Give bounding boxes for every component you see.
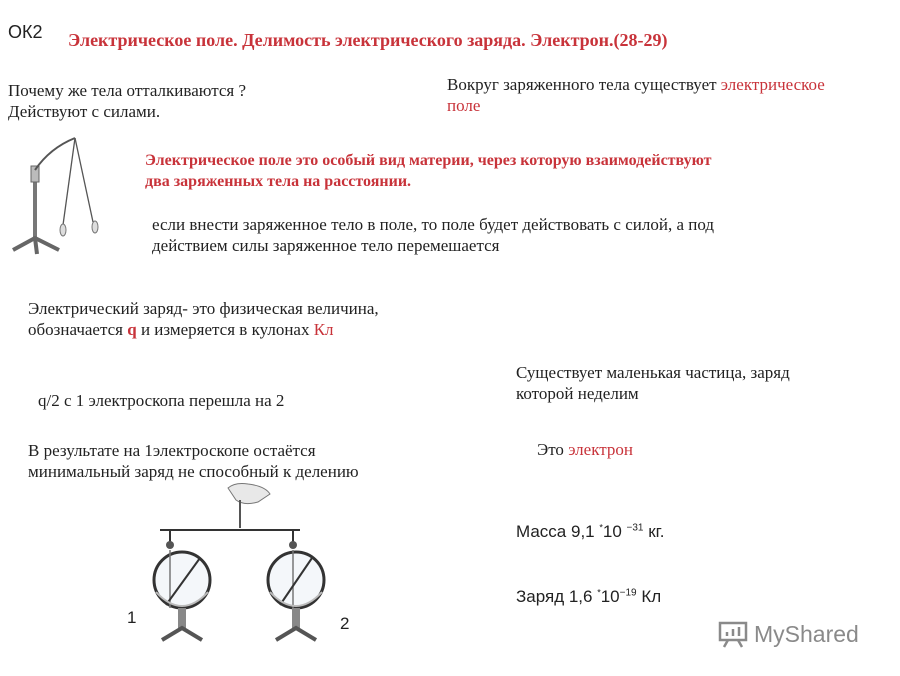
force-line-2: действием силы заряженное тело перемешается bbox=[152, 236, 500, 255]
charge-line-2-b: и измеряется в кулонах bbox=[136, 320, 310, 339]
question-text bbox=[8, 80, 246, 122]
mass-base: 10 bbox=[602, 522, 627, 541]
mass-exponent: −31 bbox=[626, 522, 644, 534]
result-text bbox=[28, 440, 359, 482]
charge-val-star: * bbox=[597, 587, 601, 598]
field-exists-plain: Вокруг заряженного тела существует bbox=[447, 75, 721, 94]
result-line-1: В результате на 1электроскопе остаётся bbox=[28, 441, 316, 460]
result-line-2: минимальный заряд не способный к делению bbox=[28, 462, 359, 481]
force-text bbox=[152, 214, 714, 256]
electron-prefix: Это bbox=[537, 440, 569, 459]
electron-text bbox=[537, 439, 633, 460]
definition-line-1: Электрическое поле это особый вид материи, через которую взаимодействуют bbox=[145, 152, 712, 169]
mass-unit: кг. bbox=[643, 522, 665, 541]
particle-line-2: которой неделим bbox=[516, 384, 639, 403]
charge-symbol: q bbox=[127, 320, 137, 339]
charge-line-2-a: обозначается bbox=[28, 320, 128, 339]
electroscope-stand-illustration bbox=[5, 130, 125, 260]
field-exists-highlight-1: электрическое bbox=[720, 75, 825, 94]
watermark bbox=[718, 620, 859, 648]
slide-title: Электрическое поле. Делимость электрического заряда. Электрон.(28-29) bbox=[68, 30, 668, 50]
electron-charge bbox=[516, 587, 661, 607]
definition-line-2: два заряженных тела на расстоянии. bbox=[145, 173, 412, 190]
electroscope-label-1: 1 bbox=[127, 608, 137, 627]
charge-val-base: 10 bbox=[600, 587, 620, 606]
field-exists-text bbox=[447, 74, 897, 116]
presentation-board-icon bbox=[718, 620, 750, 648]
field-definition bbox=[145, 150, 712, 192]
charge-val-unit: Кл bbox=[636, 587, 662, 606]
field-exists-highlight-2: поле bbox=[447, 96, 481, 115]
question-line-2: Действуют с силами. bbox=[8, 102, 161, 121]
two-electroscopes-illustration bbox=[140, 480, 370, 650]
half-charge-text: q/2 с 1 электроскопа перешла на 2 bbox=[38, 391, 285, 410]
electroscope-label-2: 2 bbox=[340, 614, 350, 633]
mass-prefix: Масса 9,1 bbox=[516, 522, 600, 541]
particle-line-1: Существует маленькая частица, заряд bbox=[516, 363, 790, 382]
electron-word: электрон bbox=[568, 440, 633, 459]
mass-star: * bbox=[599, 522, 603, 533]
electron-mass bbox=[516, 522, 664, 542]
charge-definition bbox=[28, 298, 379, 340]
charge-val-prefix: Заряд 1,6 bbox=[516, 587, 598, 606]
watermark-text: MyShared bbox=[754, 620, 859, 647]
force-line-1: если внести заряженное тело в поле, то поле будет действовать с силой, а под bbox=[152, 215, 714, 234]
particle-text bbox=[516, 362, 790, 404]
charge-unit: Кл bbox=[313, 320, 334, 339]
charge-line-1: Электрический заряд- это физическая величина, bbox=[28, 299, 379, 318]
question-line-1: Почему же тела отталкиваются ? bbox=[8, 81, 247, 100]
slide-code: ОК2 bbox=[8, 22, 43, 42]
charge-val-exponent: −19 bbox=[619, 587, 637, 599]
charge-line-2 bbox=[28, 319, 379, 340]
